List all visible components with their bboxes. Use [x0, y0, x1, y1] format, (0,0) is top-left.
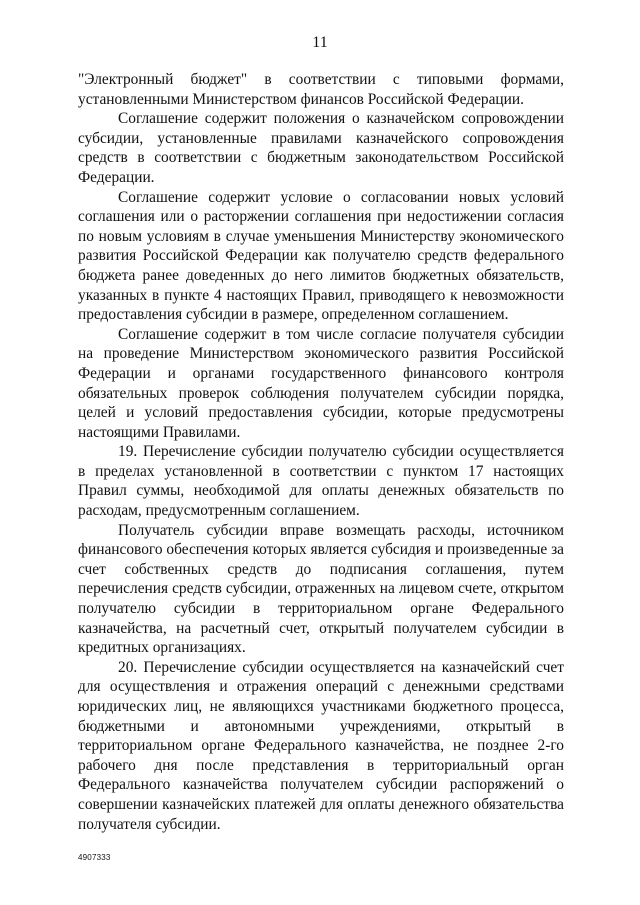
- paragraph-clause-20: 20. Перечисление субсидии осуществляется на казначейский счет для осуществления и отражения операций с денежными средствами юридических лиц, не являющихся участниками бюджетного процесса, бюджетными и автономными учреждениями, открытый в территориальном органе Федерального казначейства, не позднее 2-го рабочего дня после представления в территориальный орган Федерального казначейства получателем субсидии распоряжений о совершении казначейских платежей для оплаты денежного обязательства получателя субсидии.: [78, 658, 564, 833]
- paragraph-clause-19: 19. Перечисление субсидии получателю субсидии осуществляется в пределах установленной в соответствии с пунктом 17 настоящих Правил суммы, необходимой для оплаты денежных обязательств по расходам, предусмотренным соглашением.: [78, 443, 564, 520]
- paragraph-inspection-consent: Соглашение содержит в том числе согласие получателя субсидии на проведение Министерством экономического развития Российской Федерации и органами государственного финансового контроля обязательных проверок соблюдения получателем субсидии порядка, целей и условий предоставления субсидии, которые предусмотрены настоящими Правилами.: [78, 325, 564, 441]
- paragraph-continuation: "Электронный бюджет" в соответствии с типовыми формами, установленными Министерством финансов Российской Федерации.: [78, 71, 564, 108]
- paragraph-expense-reimbursement: Получатель субсидии вправе возмещать расходы, источником финансового обеспечения которых является субсидия и произведенные за счет собственных средств до подписания соглашения, путем перечисления средств субсидии, отраженных на лицевом счете, открытом получателю субсидии в территориальном органе Федерального казначейства, на расчетный счет, открытый получателем субсидии в кредитных организациях.: [78, 521, 564, 657]
- page-number: 11: [312, 34, 328, 51]
- document-code: 4907333: [78, 853, 111, 862]
- paragraph-treasury-support: Соглашение содержит положения о казначейском сопровождении субсидии, установленные правилами казначейского сопровождения средств в соответствии с бюджетным законодательством Российской Федерации.: [78, 110, 564, 186]
- document-body: [78, 70, 564, 834]
- paragraph-new-conditions: Соглашение содержит условие о согласовании новых условий соглашения или о расторжении соглашения при недостижении согласия по новым условиям в случае уменьшения Министерству экономического развития Российской Федерации как получателю средств федерального бюджета ранее доведенных до него лимитов бюджетных обязательств, указанных в пункте 4 настоящих Правил, приводящего к невозможности предоставления субсидии в размере, определенном соглашением.: [78, 188, 564, 324]
